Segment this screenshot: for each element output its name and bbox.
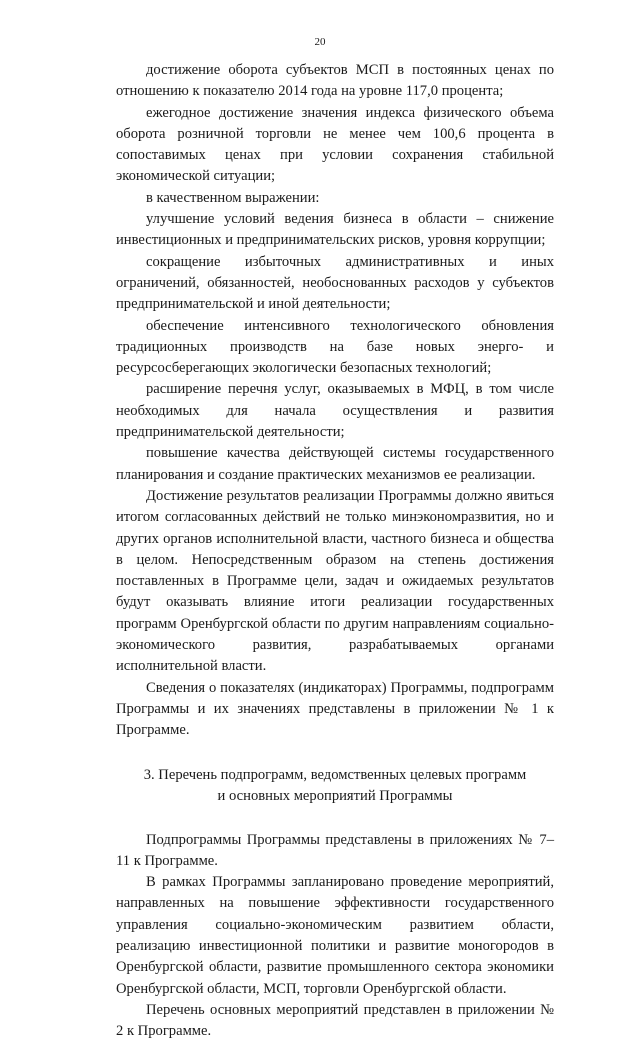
paragraph: Сведения о показателях (индикаторах) Программы, подпрограмм Программы и их значениях представлены в приложении № 1 к Программе. xyxy=(116,679,554,739)
page-number: 20 xyxy=(314,36,326,48)
paragraph: повышение качества действующей системы государственного планирования и создание практических механизмов ее реализации. xyxy=(116,445,554,483)
paragraph: расширение перечня услуг, оказываемых в МФЦ, в том числе необходимых для начала осуществления и развития предпринимательской деятельности; xyxy=(116,381,554,441)
document-body xyxy=(116,60,554,1042)
paragraph: Перечень основных мероприятий представлен в приложении № 2 к Программе. xyxy=(116,1001,554,1040)
section-heading-line-2: и основных мероприятий Программы xyxy=(217,787,453,804)
paragraph: достижение оборота субъектов МСП в постоянных ценах по отношению к показателю 2014 года на уровне 117,0 процента; xyxy=(116,62,554,100)
paragraph: Подпрограммы Программы представлены в приложениях № 7–11 к Программе. xyxy=(116,831,554,869)
paragraph: В рамках Программы запланировано проведение мероприятий, направленных на повышение эффективности государственного управления социально-экономическим развитием области, реализацию инвестиционной политики и развитие моногородов в Оренбургской области, развитие промышленного сектора экономики Оренбургской области, МСП, торговли Оренбургской области. xyxy=(116,874,554,997)
paragraph: улучшение условий ведения бизнеса в области – снижение инвестиционных и предпринимательских рисков, уровня коррупции; xyxy=(116,211,554,249)
paragraph: Достижение результатов реализации Программы должно явиться итогом согласованных действий не только минэкономразвития, но и других органов исполнительной власти, частного бизнеса и общества в целом. Непосредственным образом на степень достижения поставленных в Программе цели, задач и ожидаемых результатов будут оказывать влияние итоги реализации государственных программ Оренбургской области по другим направлениям социально-экономического развития, разрабатываемых органами исполнительной власти. xyxy=(116,487,554,675)
section-heading xyxy=(116,742,554,830)
paragraph: в качественном выражении: xyxy=(146,189,320,206)
section-heading-line-1: 3. Перечень подпрограмм, ведомственных целевых программ xyxy=(143,766,527,783)
paragraph: обеспечение интенсивного технологического обновления традиционных производств на базе новых энерго- и ресурсосберегающих экологически безопасных технологий; xyxy=(116,317,554,377)
paragraph: сокращение избыточных административных и иных ограничений, обязанностей, необоснованных расходов у субъектов предпринимательской и иной деятельности; xyxy=(116,253,554,313)
paragraph: ежегодное достижение значения индекса физического объема оборота розничной торговли не менее чем 100,6 процента в сопоставимых ценах при условии сохранения стабильной экономической ситуации; xyxy=(116,104,554,185)
